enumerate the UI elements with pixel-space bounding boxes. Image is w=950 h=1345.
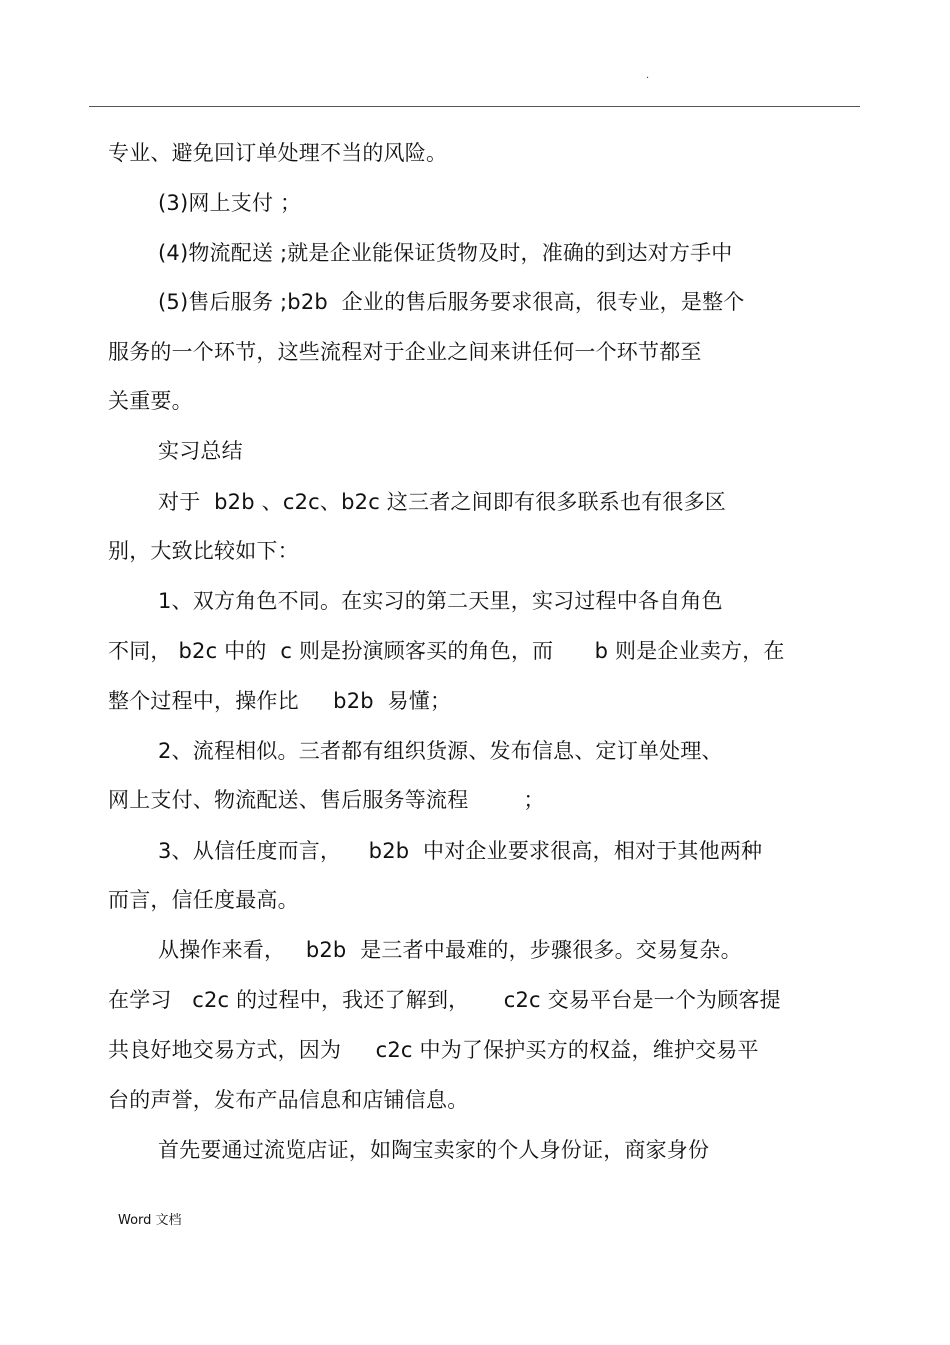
text-line: (5)售后服务 ;b2b 企业的售后服务要求很高，很专业，是整个 [158, 290, 745, 314]
header-rule [89, 106, 860, 107]
text-line: 3、从信任度而言， b2b 中对企业要求很高，相对于其他两种 [158, 839, 763, 863]
text-line: 对于 b2b 、c2c、b2c 这三者之间即有很多联系也有很多区 [158, 490, 727, 514]
text-line: 2、流程相似。三者都有组织货源、发布信息、定订单处理、 [158, 739, 723, 763]
text-line: 台的声誉，发布产品信息和店铺信息。 [108, 1088, 469, 1112]
text-line: 1、双方角色不同。在实习的第二天里，实习过程中各自角色 [158, 589, 723, 613]
text-line: 关重要。 [108, 389, 193, 413]
text-line: 网上支付、物流配送、售后服务等流程 ； [108, 788, 545, 812]
text-line: (4)物流配送 ;就是企业能保证货物及时，准确的到达对方手中 [158, 241, 733, 265]
text-line: 专业、避免回订单处理不当的风险。 [108, 141, 448, 165]
text-line: 而言，信任度最高。 [108, 888, 299, 912]
text-line: 服务的一个环节，这些流程对于企业之间来讲任何一个环节都至 [108, 340, 702, 364]
text-line: 整个过程中，操作比 b2b 易懂； [108, 689, 452, 713]
text-line: (3)网上支付 ； [158, 191, 302, 215]
header-dot: . [646, 70, 650, 81]
text-line: 首先要通过流览店证，如陶宝卖家的个人身份证，商家身份 [158, 1138, 710, 1162]
text-line: 不同， b2c 中的 c 则是扮演顾客买的角色，而 b 则是企业卖方，在 [108, 639, 785, 663]
text-line: 在学习 c2c 的过程中，我还了解到， c2c 交易平台是一个为顾客提 [108, 988, 781, 1012]
footer-label: Word 文档 [118, 1213, 182, 1228]
text-line: 别，大致比较如下： [108, 539, 299, 563]
section-heading: 实习总结 [158, 439, 243, 463]
text-line: 共良好地交易方式，因为 c2c 中为了保护买方的权益，维护交易平 [108, 1038, 759, 1062]
text-line: 从操作来看， b2b 是三者中最难的，步骤很多。交易复杂。 [158, 938, 742, 962]
